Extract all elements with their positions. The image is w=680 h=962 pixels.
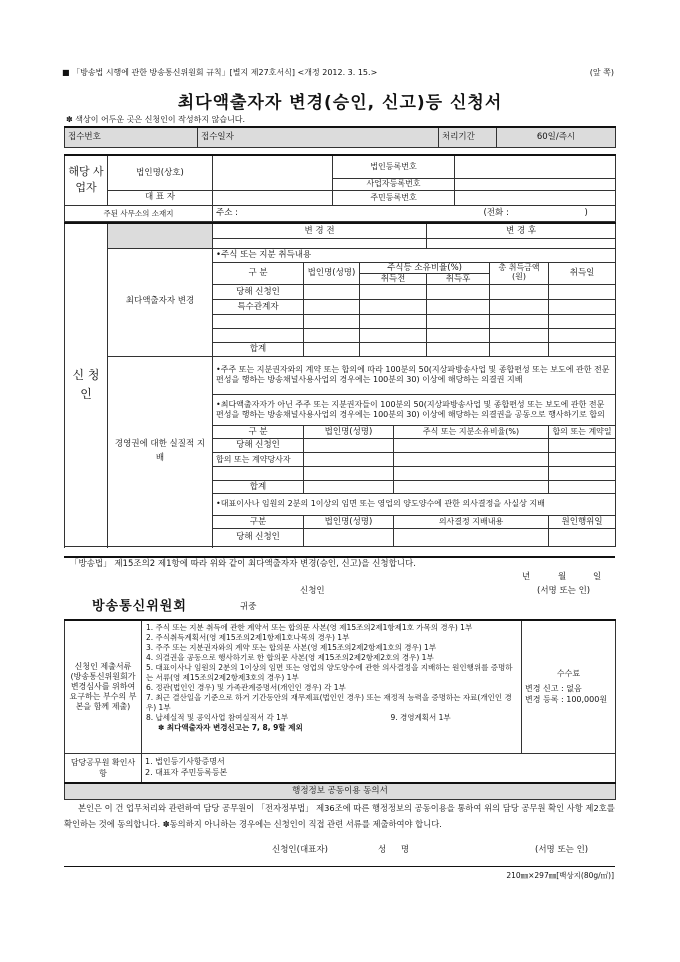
largest-col-type: 구 분 [213,262,304,284]
corp-reg-label: 법인등록번호 [333,155,455,178]
doc-item: 2. 주식취득계획서(영 제15조의2제1항제1호나목의 경우) 1부 [146,633,350,642]
cell[interactable] [427,342,490,356]
cell[interactable] [304,342,360,356]
control-col-cause: 원인행위일 [549,515,616,528]
control-col-ratio: 주식 또는 지분소유비율(%) [394,425,549,438]
largest-col-after: 취득후 [427,273,490,284]
control-col-type-2: 구분 [213,515,304,528]
cell[interactable] [549,342,616,356]
cell[interactable] [213,466,304,480]
docs-table [64,619,616,800]
corp-name-field[interactable] [213,155,333,190]
control-label: 경영권에 대한 실질적 지배 [108,356,213,547]
cell[interactable] [427,328,490,342]
date-year: 년 [522,572,531,582]
spacer [213,546,616,547]
largest-col-ratio: 주식등 소유비율(%) [360,262,490,273]
ceo-field[interactable] [213,190,333,205]
doc-item: 1. 주식 또는 지분 취득에 관한 계약서 또는 합의문 사본(영 제15조의2제1항제1호 가목의 경우) 1부 [146,623,473,632]
largest-row-applicant: 당해 신청인 [213,284,304,299]
cell[interactable] [427,314,490,328]
resident-reg-label: 주민등록번호 [333,190,455,205]
largest-col-amount: 총 취득금액 (원) [490,262,549,284]
cell[interactable] [549,528,616,546]
cell[interactable] [549,299,616,314]
party-table [64,154,616,222]
receipt-table [64,126,616,148]
date-month: 월 [558,572,567,582]
cell[interactable] [360,342,427,356]
cell[interactable] [549,452,616,466]
cell[interactable] [490,314,549,328]
cell[interactable] [304,299,360,314]
cell[interactable] [304,452,394,466]
corp-reg-field[interactable] [455,155,616,178]
office-label: 주된 사무소의 소재지 [65,205,213,221]
shading-note: ✽ 색상이 어두운 곳은 신청인이 작성하지 않습니다. [66,115,246,124]
control-bullet-2: •최다액출자자가 아닌 주주 또는 지분권자들이 100분의 50(지상파방송사업 및 종합편성 또는 보도에 관한 전문편성을 행하는 방송채널사용사업의 경우에는 100분의 30) 이상에 해당하는 의결권을 공동으로 행사하기로 합의 [213,394,616,425]
cell[interactable] [549,438,616,452]
control-col-name-2: 법인명(성명) [304,515,394,528]
doc-item: 7. 최근 결산일을 기준으로 하거 기간동안의 재무제표(법인인 경우) 또는 재정적 능력을 증명하는 자료(개인인 경우) 1부 [146,693,512,712]
cell[interactable] [304,284,360,299]
docs-list [146,623,517,733]
cell[interactable] [549,314,616,328]
cell[interactable] [394,528,549,546]
control-row-party: 합의 또는 계약당사자 [213,452,304,466]
docs-note: ✽ 최다액출자자 변경신고는 7, 8, 9할 제외 [158,723,303,732]
control-bullet-1: •주주 또는 지분권자와의 계약 또는 합의에 따라 100분의 50(지상파방송사업 및 종합편성 또는 보도에 관한 전문편성을 행하는 방송채널사용사업의 경우에는 100분의 30) 이상에 해당하는 의결권 지배 [213,356,616,394]
doc-item: 5. 대표이사나 임원의 2분의 1이상의 임면 또는 영업의 양도양수에 관한 의사결정을 지배하는 원인행위를 증명하는 서류(영 제15조의2제2항제3호의 경우) 1부 [146,663,513,682]
declaration-text: 「방송법」 제15조의2 제1항에 따라 위와 같이 최다액출자자 변경(승인, 신고)을 신청합니다. [70,559,416,569]
cell[interactable] [490,284,549,299]
control-row-total: 합계 [213,480,304,493]
cell[interactable] [304,314,360,328]
doc-item: 4. 의결권을 공동으로 행사하기로 한 합의문 사본(영 제15조의2제2항제2호의 경우) 1부 [146,653,434,662]
cell[interactable] [427,284,490,299]
cell[interactable] [304,528,394,546]
receipt-no-cell [65,127,198,147]
before-field[interactable] [213,238,427,248]
cell[interactable] [360,299,427,314]
cell[interactable] [549,480,616,493]
receipt-no-label: 접수번호 [68,132,101,143]
largest-row-total: 합계 [213,342,304,356]
cell[interactable] [360,284,427,299]
largest-col-before: 취득전 [360,273,427,284]
control-row-applicant-2: 당해 신청인 [213,528,304,546]
declaration-rule [64,556,615,558]
consent-name-label: 성 명 [378,845,416,855]
bottom-rule [64,866,615,867]
official-label: 담당공무원 확인사항 [65,753,142,783]
largest-row-related: 특수관계자 [213,299,304,314]
doc-item-8: 8. 납세실적 및 공익사업 참여실적서 각 1부 [146,713,289,722]
docs-list-cell [142,620,522,753]
cell[interactable] [549,328,616,342]
official-item-1: 1. 법인등기사항증명서 [145,756,225,766]
cell[interactable] [427,299,490,314]
party-section-label: 해당 사업자 [65,155,108,205]
fee-register: 변경 등록 : 100,000원 [525,695,608,705]
receipt-date-label: 접수일자 [201,132,234,143]
cell[interactable] [304,328,360,342]
office-address-field[interactable] [213,205,616,221]
official-items [142,753,616,783]
cell[interactable] [360,314,427,328]
cell[interactable] [490,328,549,342]
doc-item-9: 9. 경영계획서 1부 [390,713,451,722]
after-field[interactable] [427,238,616,248]
fee-report: 변경 신고 : 없음 [525,684,582,694]
recipient-suffix: 귀중 [240,602,257,612]
fee-cell [522,620,616,753]
control-col-contract: 합의 또는 계약일 [549,425,616,438]
biz-reg-label: 사업자등록번호 [333,178,455,190]
period-value: 60일/즉시 [497,127,616,147]
address-label: 주소 : [216,207,238,218]
cell[interactable] [394,466,549,480]
control-col-decision: 의사결정 지배내용 [394,515,549,528]
date-day: 일 [593,572,602,582]
largest-change-label: 최다액출자자 변경 [108,248,213,356]
largest-line: •주식 또는 지분 취득내용 [213,248,616,262]
after-label: 변 경 후 [427,223,616,238]
control-row-applicant: 당해 신청인 [213,438,304,452]
docs-label: 신청인 제출서류 (방송통신위원회가 변경심사를 위하여 요구하는 부수의 부본을 함께 제출) [65,620,142,753]
cell[interactable] [304,480,394,493]
paper-spec: 210㎜×297㎜[백상지(80g/㎡)] [506,871,614,880]
phone-label: (전화 : [483,207,509,218]
largest-col-date: 취득일 [549,262,616,284]
official-item-2: 2. 대표자 주민등록등본 [145,767,228,777]
consent-text: 본인은 이 건 업무처리와 관련하여 담당 공무원이 「전자정부법」 제36조에 따른 행정정보의 공동이용을 통하여 위의 담당 공무원 확인 사항 제2호를 확인하는 것에 동의합니다. ✽동의하지 아니하는 경우에는 신청인이 직접 관련 서류를 제출하여야 합니다. [64,803,615,829]
doc-item: 3. 주주 또는 지분권자와의 계약 또는 합의문 사본(영 제15조의2제2항제1호의 경우) 1부 [146,643,437,652]
fee-label: 수수료 [556,669,581,679]
cell[interactable] [394,452,549,466]
doc-item [146,713,517,723]
cell[interactable] [304,438,394,452]
before-label: 변 경 전 [213,223,427,238]
largest-col-name: 법인명(성명) [304,262,360,284]
page-side: (앞 쪽) [589,68,614,77]
form-title: 최다액출자자 변경(승인, 신고)등 신청서 [177,93,503,113]
applicant-table [64,222,616,547]
consent-title: 행정정보 공동이용 동의서 [65,783,616,799]
phone-close: ) [584,207,588,218]
biz-reg-field[interactable] [455,178,616,190]
consent-sign[interactable]: (서명 또는 인) [535,845,589,855]
cell[interactable] [213,328,304,342]
ceo-label: 대 표 자 [108,190,213,205]
cell[interactable] [394,480,549,493]
cell[interactable] [490,342,549,356]
signer-sign[interactable]: (서명 또는 인) [537,586,591,596]
control-col-type: 구 분 [213,425,304,438]
cell[interactable] [490,299,549,314]
cell[interactable] [394,438,549,452]
resident-reg-field[interactable] [455,190,616,205]
doc-item: 6. 정관(법인인 경우) 및 가족관계증명서(개인인 경우) 각 1부 [146,683,346,692]
applicant-section-label: 신 청 인 [65,223,108,547]
corp-name-label: 법인명(상호) [108,155,213,190]
applicant-header-blank [108,223,213,248]
control-col-name: 법인명(성명) [304,425,394,438]
cell[interactable] [549,466,616,480]
cell[interactable] [549,284,616,299]
control-bullet-3: •대표이사나 임원의 2분의 1이상의 임면 또는 영업의 양도양수에 관한 의사결정을 사실상 지배 [213,493,616,515]
cell[interactable] [213,314,304,328]
consent-signer-label: 신청인(대표자) [272,845,328,855]
cell[interactable] [304,466,394,480]
law-reference: ■ 「방송법 시행에 관한 방송통신위원회 규칙」[별지 제27호서식] <개정 2012. 3. 15.> [62,68,378,77]
period-label: 처리기간 [439,127,497,147]
receipt-date-cell [198,127,439,147]
recipient-name: 방송통신위원회 [92,599,187,614]
cell[interactable] [360,328,427,342]
signer-label: 신청인 [300,586,325,596]
